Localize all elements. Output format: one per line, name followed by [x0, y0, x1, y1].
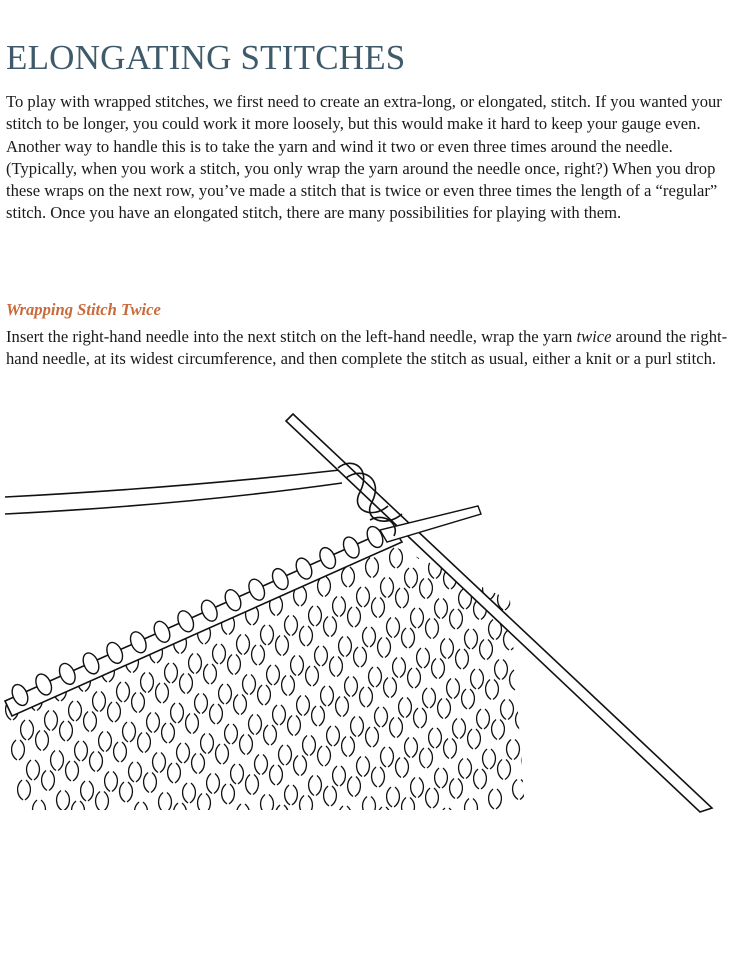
fabric-stitch — [495, 660, 508, 680]
fabric-stitch — [93, 692, 106, 712]
fabric-stitch — [201, 734, 214, 754]
fabric-stitch — [417, 818, 430, 821]
fabric-stitch — [396, 588, 409, 608]
fabric-stitch — [507, 570, 520, 590]
fabric-stitch — [303, 736, 316, 756]
fabric-stitch — [321, 686, 334, 706]
left-needle — [5, 528, 402, 716]
fabric-stitch — [465, 799, 478, 819]
fabric-stitch — [381, 747, 394, 767]
fabric-stitch — [36, 731, 49, 751]
fabric-stitch — [171, 703, 184, 723]
fabric-stitch — [285, 785, 298, 805]
fabric-stitch — [162, 723, 175, 743]
fabric-stitch — [90, 752, 103, 772]
fabric-stitch — [153, 753, 166, 773]
fabric-stitch — [540, 701, 553, 721]
fabric-stitch — [330, 657, 343, 677]
fabric-stitch — [366, 727, 379, 747]
fabric-stitch — [360, 687, 373, 707]
fabric-stitch — [276, 636, 289, 656]
fabric-stitch — [213, 644, 226, 664]
fabric-stitch — [438, 529, 451, 549]
fabric-stitch — [243, 675, 256, 695]
fabric-stitch — [531, 730, 544, 750]
fabric-stitch — [249, 715, 262, 735]
fabric-stitch — [390, 718, 403, 738]
fabric-stitch — [453, 719, 466, 739]
fabric-stitch — [168, 763, 181, 783]
fabric-stitch — [372, 767, 385, 787]
fabric-stitch — [354, 817, 367, 821]
fabric-stitch — [531, 561, 544, 581]
fabric-stitch — [165, 663, 178, 683]
fabric-stitch — [339, 806, 352, 820]
fabric-stitch — [198, 794, 211, 814]
fabric-stitch — [207, 774, 220, 794]
page-title: ELONGATING STITCHES — [6, 38, 406, 77]
fabric-stitch — [84, 712, 97, 732]
fabric-stitch — [300, 796, 313, 816]
fabric-stitch — [537, 770, 550, 790]
fabric-stitch — [192, 754, 205, 774]
fabric-stitch — [411, 778, 424, 798]
fabric-stitch — [12, 740, 25, 760]
fabric-stitch — [381, 578, 394, 598]
fabric-stitch — [255, 755, 268, 775]
fabric-stitch — [105, 772, 118, 792]
fabric-stitch — [114, 742, 127, 762]
fabric-stitch — [276, 805, 289, 820]
fabric-stitch — [357, 757, 370, 777]
fabric-stitch — [390, 548, 403, 568]
fabric-stitch — [138, 733, 151, 753]
fabric-stitch — [267, 665, 280, 685]
fabric-stitch — [348, 777, 361, 797]
fabric-stitch — [423, 688, 436, 708]
fabric-stitch — [366, 558, 379, 578]
fabric-stitch — [72, 801, 85, 820]
fabric-stitch — [81, 781, 94, 801]
fabric-stitch — [117, 682, 130, 702]
fabric-stitch — [336, 697, 349, 717]
fabric-stitch — [75, 741, 88, 761]
fabric-stitch — [339, 637, 352, 657]
fabric-stitch — [399, 698, 412, 718]
fabric-stitch — [513, 780, 526, 800]
fabric-stitch — [261, 625, 274, 645]
fabric-stitch — [195, 694, 208, 714]
fabric-stitch — [21, 720, 34, 740]
fabric-stitch — [516, 541, 529, 561]
fabric-stitch — [309, 776, 322, 796]
fabric-stitch — [324, 617, 337, 637]
fabric-stitch — [522, 581, 535, 601]
fabric-stitch — [18, 780, 31, 800]
section-heading: Wrapping Stitch Twice — [6, 300, 161, 319]
fabric-stitch — [270, 765, 283, 785]
fabric-stitch — [108, 702, 121, 722]
fabric-stitch — [456, 649, 469, 669]
fabric-stitch — [42, 771, 55, 791]
fabric-stitch — [417, 648, 430, 668]
instruction-paragraph — [6, 326, 744, 371]
fabric-stitch — [363, 797, 376, 817]
fabric-stitch — [372, 598, 385, 618]
fabric-stitch — [357, 587, 370, 607]
fabric-stitch — [477, 540, 490, 560]
intro-paragraph: To play with wrapped stitches, we first need to create an extra-long, or elongated, stitch. If you wanted your stitch to be longer, you could work it more loosely, but this would make it hard to keep your gauge even. Another way to handle this is to take the yarn and wind it two or even three times around the needle. (Typically, when you work a stitch, you only wrap the yarn around the needle once, right?) When you drop these wraps on the next row, you’ve made a stitch that is twice or even three times the length of a “regular” stitch. Once you have an elongated stitch, there are many possibilities for playing with them. — [6, 92, 722, 223]
fabric-stitch — [507, 740, 520, 760]
fabric-stitch — [387, 787, 400, 807]
fabric-stitch — [396, 758, 409, 778]
fabric-stitch — [342, 567, 355, 587]
fabric-stitch — [186, 714, 199, 734]
fabric-stitch — [345, 677, 358, 697]
knitting-illustration — [0, 405, 750, 820]
fabric-stitch — [402, 798, 415, 818]
fabric-stitch — [561, 761, 574, 781]
fabric-stitch — [393, 658, 406, 678]
fabric-stitch — [156, 683, 169, 703]
fabric-stitch — [315, 816, 328, 821]
fabric-stitch — [537, 601, 550, 621]
fabric-stitch — [225, 724, 238, 744]
fabric-stitch — [432, 659, 445, 679]
fabric-stitch — [378, 807, 391, 820]
fabric-stitch — [468, 560, 481, 580]
fabric-stitch — [111, 812, 124, 821]
yarn-strand — [5, 470, 340, 497]
fabric-stitch — [510, 670, 523, 690]
instruction-text-end: around the right-hand needle, at its widest circumference, and then complete the stitch as usual, either a knit or a purl stitch. — [6, 327, 728, 369]
fabric-stitch — [471, 669, 484, 689]
fabric-stitch — [333, 766, 346, 786]
fabric-stitch — [228, 655, 241, 675]
fabric-stitch — [375, 707, 388, 727]
fabric-stitch — [210, 704, 223, 724]
fabric-stitch — [348, 607, 361, 627]
fabric-stitch — [150, 813, 163, 821]
fabric-stitch — [273, 705, 286, 725]
fabric-stitch — [252, 815, 265, 821]
fabric-stitch — [327, 726, 340, 746]
fabric-stitch — [492, 720, 505, 740]
fabric-stitch — [60, 721, 73, 741]
fabric-stitch — [129, 762, 142, 782]
fabric-stitch — [174, 803, 187, 820]
fabric-stitch — [369, 667, 382, 687]
fabric-stitch — [462, 689, 475, 709]
fabric-stitch — [69, 701, 82, 721]
fabric-stitch — [363, 627, 376, 647]
fabric-stitch — [204, 664, 217, 684]
fabric-stitch — [444, 739, 457, 759]
fabric-stitch — [525, 690, 538, 710]
fabric-stitch — [159, 793, 172, 813]
fabric-stitch — [261, 795, 274, 815]
fabric-stitch — [177, 743, 190, 763]
fabric-stitch — [183, 783, 196, 803]
fabric-stitch — [147, 713, 160, 733]
fabric-stitch — [57, 791, 70, 811]
fabric-stitch — [135, 802, 148, 820]
fabric-stitch — [414, 708, 427, 728]
fabric-stitch — [411, 608, 424, 628]
fabric-stitch — [294, 756, 307, 776]
fabric-stitch — [216, 744, 229, 764]
fabric-stitch — [405, 738, 418, 758]
fabric-stitch — [351, 717, 364, 737]
fabric-stitch — [408, 668, 421, 688]
fabric-stitch — [291, 656, 304, 676]
fabric-stitch — [378, 638, 391, 658]
fabric-stitch — [96, 792, 109, 812]
fabric-stitch — [489, 789, 502, 809]
fabric-stitch — [483, 749, 496, 769]
fabric-stitch — [516, 710, 529, 730]
fabric-stitch — [459, 759, 472, 779]
fabric-stitch — [342, 737, 355, 757]
fabric-stitch — [486, 680, 499, 700]
fabric-stitch — [555, 721, 568, 741]
fabric-stitch — [522, 750, 535, 770]
fabric-stitch — [219, 684, 232, 704]
fabric-stitch — [45, 711, 58, 731]
fabric-stitch — [318, 746, 331, 766]
fabric-stitch — [546, 741, 559, 761]
fabric-stitch — [525, 521, 538, 541]
fabric-stitch — [477, 709, 490, 729]
instruction-emphasis: twice — [576, 327, 612, 346]
fabric-stitch — [447, 679, 460, 699]
fabric-stitch — [426, 619, 439, 639]
fabric-stitch — [66, 761, 79, 781]
fabric-stitch — [246, 775, 259, 795]
fabric-stitch — [33, 800, 46, 820]
fabric-stitch — [465, 629, 478, 649]
fabric-stitch — [501, 700, 514, 720]
fabric-stitch — [306, 666, 319, 686]
fabric-stitch — [240, 735, 253, 755]
fabric-stitch — [51, 751, 64, 771]
fabric-stitch — [384, 678, 397, 698]
fabric-stitch — [468, 729, 481, 749]
fabric-stitch — [435, 768, 448, 788]
fabric-stitch — [429, 728, 442, 748]
fabric-stitch — [222, 784, 235, 804]
fabric-stitch — [426, 788, 439, 808]
fabric-stitch — [144, 773, 157, 793]
fabric-stitch — [312, 706, 325, 726]
right-needle — [286, 414, 712, 812]
fabric-stitch — [234, 695, 247, 715]
fabric-stitch — [438, 699, 451, 719]
fabric-stitch — [450, 609, 463, 629]
fabric-stitch — [285, 616, 298, 636]
fabric-stitch — [282, 676, 295, 696]
fabric-stitch — [120, 782, 133, 802]
fabric-stitch — [480, 640, 493, 660]
fabric-stitch — [132, 693, 145, 713]
fabric-stitch — [237, 635, 250, 655]
fabric-stitch — [252, 645, 265, 665]
fabric-stitch — [405, 568, 418, 588]
fabric-stitch — [441, 808, 454, 820]
fabric-stitch — [333, 597, 346, 617]
fabric-stitch — [237, 804, 250, 820]
fabric-stitch — [264, 725, 277, 745]
fabric-stitch — [48, 811, 61, 821]
fabric-stitch — [450, 779, 463, 799]
fabric-stitch — [387, 618, 400, 638]
fabric-stitch — [324, 786, 337, 806]
fabric-stitch — [441, 639, 454, 659]
fabric-stitch — [474, 769, 487, 789]
fabric-stitch — [315, 646, 328, 666]
fabric-stitch — [141, 673, 154, 693]
fabric-stitch — [498, 590, 511, 610]
fabric-stitch — [549, 681, 562, 701]
fabric-stitch — [213, 814, 226, 821]
fabric-stitch — [180, 674, 193, 694]
fabric-stitch — [420, 579, 433, 599]
fabric-stitch — [99, 732, 112, 752]
fabric-stitch — [435, 599, 448, 619]
fabric-stitch — [231, 764, 244, 784]
fabric-stitch — [297, 696, 310, 716]
fabric-stitch — [420, 748, 433, 768]
fabric-stitch — [498, 760, 511, 780]
fabric-stitch — [402, 628, 415, 648]
fabric-stitch — [189, 654, 202, 674]
fabric-stitch — [492, 550, 505, 570]
fabric-stitch — [501, 530, 514, 550]
fabric-stitch — [288, 716, 301, 736]
instruction-text-start: Insert the right-hand needle into the next stitch on the left-hand needle, wrap the yarn — [6, 327, 577, 346]
fabric-stitch — [519, 650, 532, 670]
fabric-stitch — [123, 722, 136, 742]
fabric-stitch — [258, 685, 271, 705]
fabric-stitch — [300, 626, 313, 646]
fabric-stitch — [309, 606, 322, 626]
fabric-stitch — [27, 760, 40, 780]
fabric-stitch — [354, 647, 367, 667]
fabric-stitch — [279, 745, 292, 765]
